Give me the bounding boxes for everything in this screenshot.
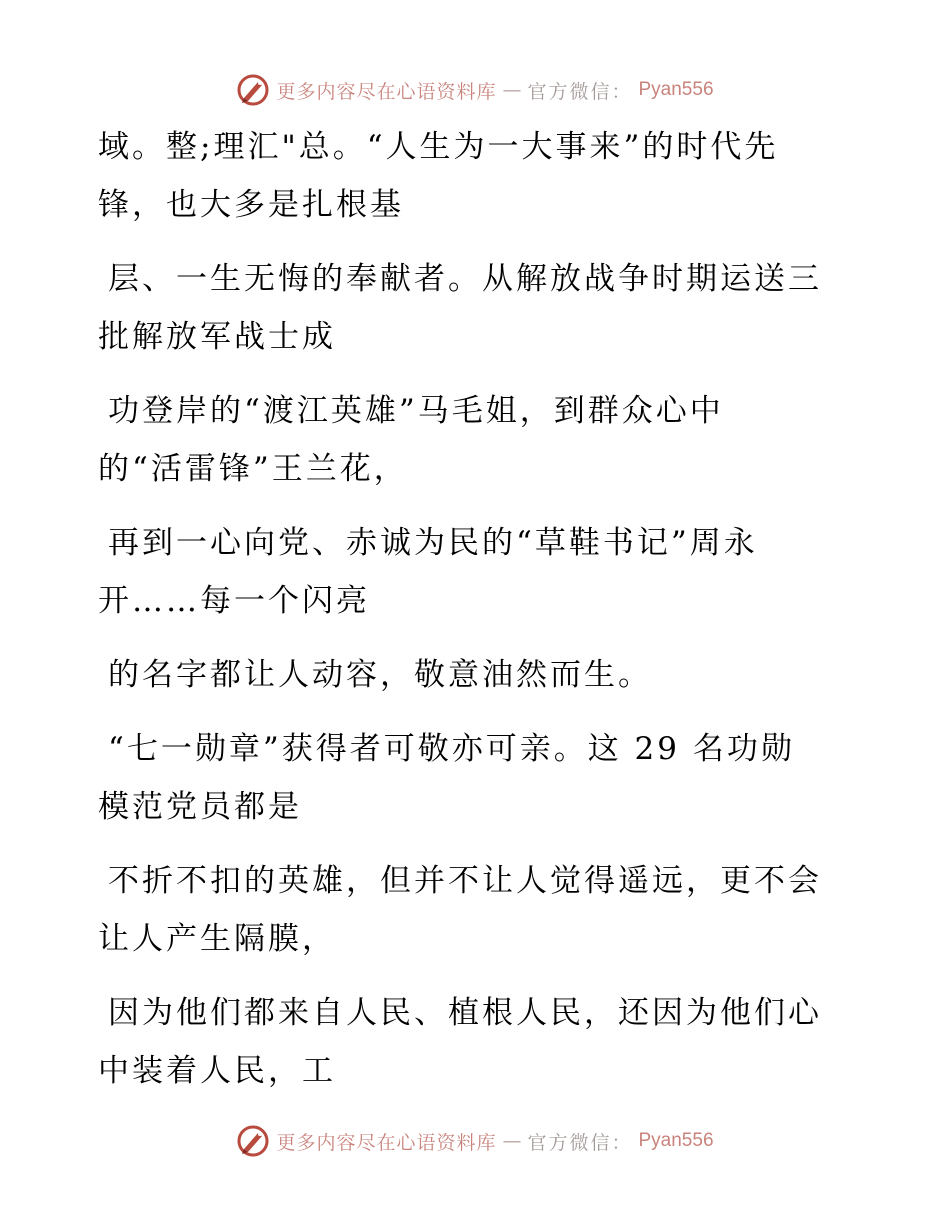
watermark-brand-text: 更多内容尽在心语资料库 (276, 80, 497, 103)
text-line: 的“活雷锋”王兰花， (98, 451, 408, 487)
text-line: 功登岸的“渡江英雄”马毛姐，到群众心中 (108, 393, 724, 429)
text-line: 层、一生无悔的奉献者。从解放战争时期运送三 (108, 261, 822, 297)
text-line: 模范党员都是 (98, 789, 302, 825)
watermark-wechat-id: Pyan556 (638, 79, 714, 100)
header-watermark (0, 70, 950, 110)
watermark-brand-text: 更多内容尽在心语资料库 (276, 1131, 497, 1154)
watermark-separator: — (502, 1130, 522, 1152)
text-line: 开……每一个闪亮 (98, 583, 370, 619)
text-line: 因为他们都来自人民、植根人民，还因为他们心 (108, 995, 822, 1031)
text-line: 不折不扣的英雄，但并不让人觉得遥远，更不会 (108, 863, 822, 899)
watermark-official-label: 官方微信： (527, 80, 633, 103)
text-line: 的名字都让人动容，敬意油然而生。 (108, 657, 652, 693)
document-body (98, 116, 838, 1096)
watermark-separator: — (502, 79, 522, 101)
text-line: 再到一心向党、赤诚为民的“草鞋书记”周永 (108, 525, 758, 561)
text-line: 中装着人民，工 (98, 1053, 336, 1089)
text-line: 让人产生隔膜， (98, 921, 336, 957)
watermark-wechat-id: Pyan556 (638, 1130, 714, 1151)
pen-circle-logo-icon (236, 1124, 270, 1158)
text-line: “七一勋章”获得者可敬亦可亲。这 29 名功勋 (108, 731, 795, 767)
text-line: 域。整;理汇"总。“人生为一大事来”的时代先 (98, 129, 779, 165)
text-line: 批解放军战士成 (98, 319, 336, 355)
text-line: 锋，也大多是扎根基 (98, 187, 404, 223)
footer-watermark (0, 1121, 950, 1161)
watermark-official-label: 官方微信： (527, 1131, 633, 1154)
pen-circle-logo-icon (236, 73, 270, 107)
